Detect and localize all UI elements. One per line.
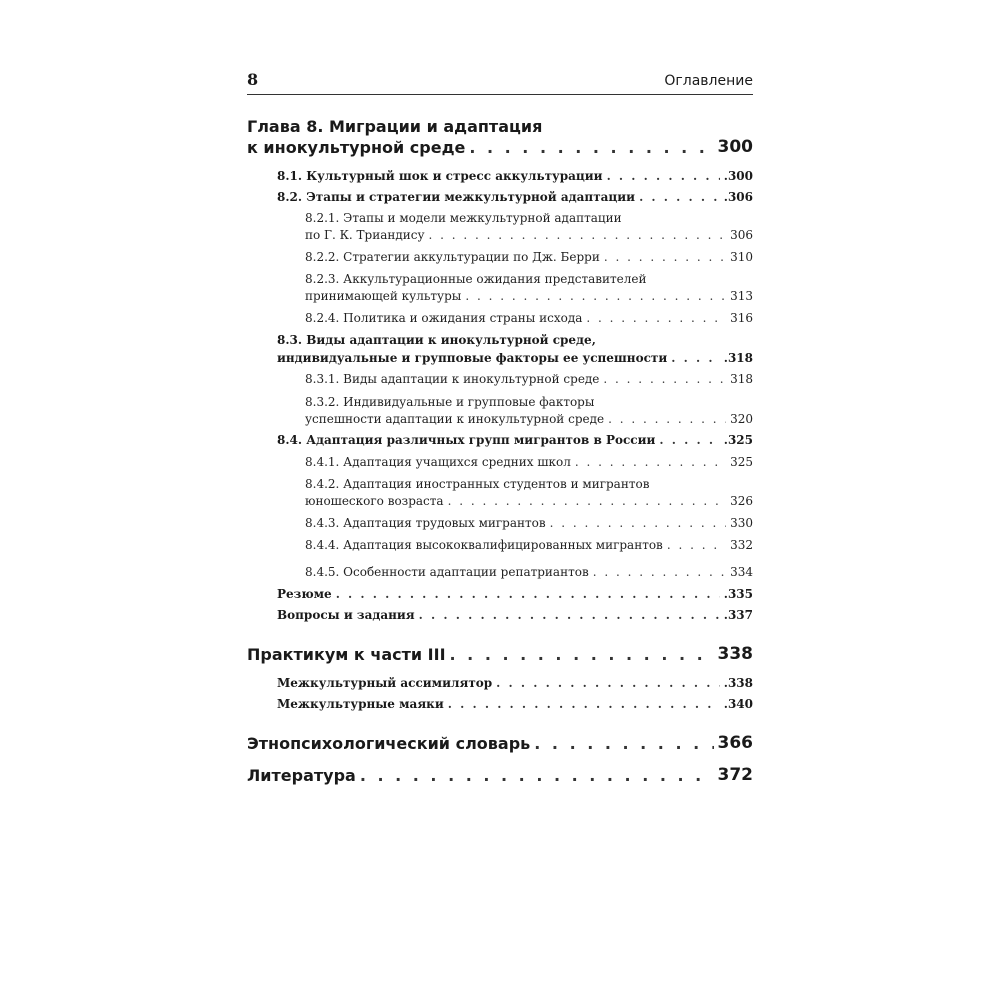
toc-page-ref: 306 [730, 228, 753, 242]
leader-dots [469, 137, 713, 158]
toc-page-ref: 366 [717, 733, 753, 753]
toc-questions[interactable] [277, 606, 753, 624]
page-header [247, 70, 753, 95]
leader-dots [534, 733, 713, 754]
toc-page-ref: .325 [723, 433, 753, 447]
toc-literature[interactable] [247, 765, 753, 786]
toc-entry-title: 8.4.1. Адаптация учащихся средних школ [305, 455, 571, 469]
toc-entry-title: Литература [247, 766, 356, 785]
leader-dots [419, 606, 720, 624]
toc-chapter-8[interactable] [247, 116, 753, 158]
toc-entry-title-line1: 8.4.2. Адаптация иностранных студентов и мигрантов [305, 477, 650, 491]
leader-dots [448, 493, 727, 510]
toc-page-ref: .335 [723, 587, 753, 601]
toc-entry-title-line1: 8.3. Виды адаптации к инокультурной среде, [277, 333, 596, 347]
toc-page-ref: .338 [723, 676, 753, 690]
toc-subsection-8-4-3[interactable] [305, 515, 753, 532]
toc-entry-title: 8.2. Этапы и стратегии межкультурной адаптации [277, 190, 636, 204]
leader-dots [429, 227, 727, 244]
toc-dictionary[interactable] [247, 733, 753, 754]
toc-page [247, 70, 753, 786]
toc-page-ref: 310 [730, 250, 753, 264]
toc-page-ref: 325 [730, 455, 753, 469]
toc-entry-title-line2: по Г. К. Триандису [305, 228, 425, 242]
toc-subsection-8-2-4[interactable] [305, 310, 753, 327]
toc-page-ref: 316 [730, 311, 753, 325]
toc-chapter-8-line1: Глава 8. Миграции и адаптация [247, 117, 543, 136]
toc-section-8-3[interactable] [277, 331, 753, 367]
toc-subsection-8-4-5[interactable] [305, 564, 753, 581]
running-title: Оглавление [664, 73, 753, 89]
leader-dots [639, 188, 720, 206]
toc-entry-title-line2: принимающей культуры [305, 289, 462, 303]
toc-page-ref: .337 [723, 608, 753, 622]
toc-page-ref: 326 [730, 494, 753, 508]
toc-page-ref: 300 [717, 137, 753, 157]
toc-entry-title: Вопросы и задания [277, 608, 415, 622]
toc-practicum[interactable] [247, 644, 753, 665]
toc-subsection-8-2-3[interactable] [305, 271, 753, 305]
toc-page-ref: .318 [723, 351, 753, 365]
toc-page-ref: 338 [717, 644, 753, 664]
toc-assimilator[interactable] [277, 674, 753, 692]
toc-entry-title-line1: 8.2.3. Аккультурационные ожидания представителей [305, 272, 647, 286]
toc-resume[interactable] [277, 585, 753, 603]
toc-page-ref: 318 [730, 372, 753, 386]
leader-dots [603, 371, 726, 388]
toc-entry-title-line1: 8.2.1. Этапы и модели межкультурной адаптации [305, 211, 622, 225]
toc-page-ref: 330 [730, 516, 753, 530]
leader-dots [575, 454, 726, 471]
toc-entry-title-line2: юношеского возраста [305, 494, 444, 508]
leader-dots [465, 288, 726, 305]
leader-dots [671, 349, 720, 367]
toc-entry-title: 8.4. Адаптация различных групп мигрантов в России [277, 433, 656, 447]
toc-entry-title: 8.4.4. Адаптация высококвалифицированных мигрантов [305, 538, 663, 552]
toc-subsection-8-3-2[interactable] [305, 394, 753, 428]
toc-page-ref: 320 [730, 412, 753, 426]
toc-subsection-8-2-2[interactable] [305, 249, 753, 266]
toc-page-ref: 332 [730, 538, 753, 552]
toc-entry-title: 8.4.5. Особенности адаптации репатриантов [305, 565, 589, 579]
toc-entry-title: Практикум к части III [247, 645, 446, 664]
leader-dots [586, 310, 726, 327]
leader-dots [608, 411, 726, 428]
leader-dots [659, 431, 719, 449]
leader-dots [360, 765, 714, 786]
toc-subsection-8-3-1[interactable] [305, 371, 753, 388]
toc-entry-title: Этнопсихологический словарь [247, 734, 531, 753]
toc-page-ref: .306 [723, 190, 753, 204]
leader-dots [667, 537, 726, 554]
leader-dots [607, 167, 720, 185]
toc-section-8-4[interactable] [277, 431, 753, 449]
toc-page-ref: 372 [717, 765, 753, 785]
toc-entry-title-line1: 8.3.2. Индивидуальные и групповые факторы [305, 395, 595, 409]
toc-page-ref: 334 [730, 565, 753, 579]
toc-entry-title: 8.4.3. Адаптация трудовых мигрантов [305, 516, 546, 530]
leader-dots [336, 585, 720, 603]
toc-subsection-8-4-1[interactable] [305, 454, 753, 471]
page-number: 8 [247, 70, 259, 89]
toc-entry-title: 8.1. Культурный шок и стресс аккультурации [277, 169, 603, 183]
toc-section-8-1[interactable] [277, 167, 753, 185]
toc-page-ref: .340 [723, 697, 753, 711]
toc-subsection-8-2-1[interactable] [305, 210, 753, 244]
leader-dots [448, 695, 720, 713]
leader-dots [450, 644, 714, 665]
toc-section-8-2[interactable] [277, 188, 753, 206]
toc-entry-title: Межкультурные маяки [277, 697, 444, 711]
leader-dots [604, 249, 726, 266]
toc-page-ref: 313 [730, 289, 753, 303]
toc-page-ref: .300 [723, 169, 753, 183]
leader-dots [496, 674, 720, 692]
toc-entry-title-line2: индивидуальные и групповые факторы ее успешности [277, 351, 668, 365]
toc-subsection-8-4-4[interactable] [305, 537, 753, 554]
toc-subsection-8-4-2[interactable] [305, 476, 753, 510]
leader-dots [550, 515, 726, 532]
toc-beacons[interactable] [277, 695, 753, 713]
toc-entry-title-line2: успешности адаптации к инокультурной среде [305, 412, 605, 426]
toc-entry-title: Резюме [277, 587, 332, 601]
leader-dots [593, 564, 726, 581]
toc-chapter-8-line2: к инокультурной среде [247, 138, 466, 157]
toc-entry-title: Межкультурный ассимилятор [277, 676, 493, 690]
toc-entry-title: 8.2.4. Политика и ожидания страны исхода [305, 311, 583, 325]
toc-entry-title: 8.3.1. Виды адаптации к инокультурной среде [305, 372, 600, 386]
toc-entry-title: 8.2.2. Стратегии аккультурации по Дж. Берри [305, 250, 600, 264]
